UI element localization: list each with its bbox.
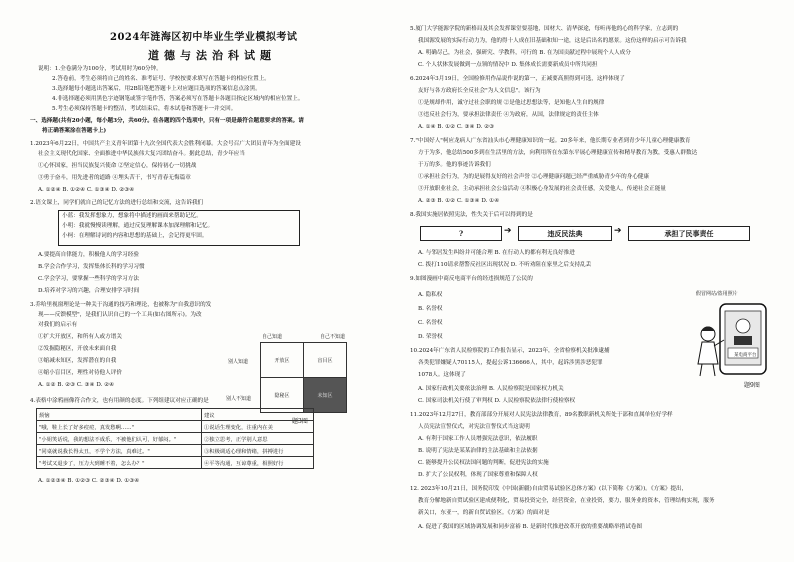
exam-subtitle: 道德与法治科试题 — [148, 49, 276, 62]
table-header-row — [37, 409, 314, 421]
question-11-option: B. 说明了宪法是某某治律的主法基础和主法依据 — [418, 448, 538, 454]
table-header: 烦恼 — [37, 409, 202, 421]
question-3-statement: ④缩小盲目区，理性对待他人评价 — [38, 370, 122, 376]
table-row — [37, 421, 314, 433]
table-header: 建议 — [202, 409, 314, 421]
instruction-line: 2.答卷前，考生必须将自己的姓名、准考证号、学校按要求填写在答题卡的相应位置上。 — [52, 76, 270, 82]
johari-label: 自己不知道 — [320, 334, 346, 340]
quote-line: 小柯：在理解诗词的内容和思想的基础上，会记得更牢固。 — [62, 233, 208, 239]
table-cell: "哦，鞋上长了好多痘痘，真发愁啊……" — [37, 421, 202, 433]
question-3-cont: 现——反馈模型"，是我们认识自己的一个工具(如右图所示)。为改 — [38, 312, 202, 318]
question-11-cont: 人员宪法宣誓仪式，对宪法宣誓仪式当这说明 — [418, 424, 530, 430]
instruction-line: 说明：1.全卷满分为100分，考试用时为60分钟。 — [38, 66, 162, 72]
question-8-options: A. 与邻居发生纠纷并可能合理 B. 在行动人的都有利无良好推进 — [418, 250, 575, 256]
question-6-statement: ①是规却作用，诚守过社会职的规 ②是他过思想法等，是知他人生自的规律 — [418, 100, 605, 106]
question-11-option: C. 能够提升公民权法国问题的判断，促进宪法的实施 — [418, 460, 549, 466]
question-7: 7."中国好人"柯应龙病人广东省汕头市心理健康知识的一起。20多年来，他长期专业者到青少年儿童心理健康教育 — [410, 138, 691, 144]
question-11-option: D. 扩大了公民权利，体现了国家尊重和保障人权 — [418, 472, 538, 478]
table-cell: ④平等沟通，互谅尊重，相照好行 — [202, 457, 314, 469]
question-1-statements: ③勇于奋斗，用先进者的道路 ④埋头苦干，书写青春无悔篇章 — [38, 175, 191, 181]
question-7-cont: 方于为多，他总结500多到在生活里的方法，向利用所在东第东平展心理健康宣传和精导教育为教，受惠人群数达 — [418, 150, 698, 156]
flow-step-liability: 承担了民事责任 — [628, 226, 750, 241]
question-8: 8.我国实施居依照宪法，性失关于后可以得到的是 — [410, 212, 533, 218]
question-6-statement: ③违反社会行为，要承担法律责任 ④为政府，从国，法律规定的责任主体 — [418, 112, 599, 118]
instruction-line: 3.选择题每小题选出答案后，用2B铅笔把答题卡上对应题目选项的答案信息点涂黑。 — [52, 86, 261, 92]
table-cell: ③积极调适心理和情绪，拼搏进行 — [202, 445, 314, 457]
question-7-options: A. ②③ B. ①② C. ①③④ D. ①④ — [418, 198, 500, 204]
question-3-options: A. ①② B. ②③ C. ③④ D. ②④ — [38, 382, 115, 388]
question-6-cont: 友好与各方政府长全反社会"为人文信息"。该行为 — [418, 88, 541, 94]
question-9-option: C. 名誉权 — [418, 320, 443, 326]
question-10-cont: 1078人。这体现了 — [418, 372, 466, 378]
section-heading-cont: 将正确答案涂在答题卡上) — [42, 128, 107, 134]
cartoon-screen-text: 某电商平台 — [734, 353, 757, 358]
figure-caption: 题9图 — [744, 382, 760, 389]
question-7-cont: 于万的多。他的事迹告诉我们 — [418, 162, 491, 168]
table-cell: "小姐笑话说，我的想法不成乐，不被他们认可，好郁闷。" — [37, 433, 202, 445]
instruction-line: 4.非选择题必须用黑色字迹钢笔或签字笔作答，答案必须写在答题卡各题目指定区域内的相应位置上。 — [52, 96, 304, 102]
question-11-option: A. 有利于国家工作人员增强宪法意识，依法履职 — [418, 436, 538, 442]
table-cell: "考试又退步了，压力大到睡不着，怎么办？" — [37, 457, 202, 469]
cartoon-caption: 假冒网站/盗用照片 — [696, 291, 738, 297]
question-9-option: B. 名誉权 — [418, 306, 443, 312]
question-5-cont: 我国源发展的实际行动力为，他的得十人成在旧基础和知一途，这是后出名的愿景。这份这样的启示可告诉我 — [418, 38, 687, 44]
question-7-statement: ①承担社会行为，为的是展得友好的社会声誉 ②心理健康问题已经严重威胁青少年的身心健康 — [418, 174, 650, 180]
question-10-cont: 各类犯罪嫌疑人70115人，提起公诉136666人，其中，起诉涉黑涉恶犯罪 — [418, 360, 603, 366]
question-2-option: B.学会合作学习，发挥集体长科的学习习惯 — [38, 264, 145, 270]
question-10-options: C. 国家司法机关行使了审判权 D. 人民检察院依法律行使检察权 — [418, 398, 576, 404]
question-5-options: A. 明确尽己，为社会，强研究、学教科，可行的 B. 在为国贡献过程中展现个人人成分 — [418, 50, 631, 56]
question-12-cont: 教育分解地新自贸试验区建成便利化，贸易投资完全，经营资金，在业投资，要力，服务业的资本，管理结构实现，服务 — [418, 498, 715, 504]
quote-line: 小明：我就慢慢读理解，通过反复理解课本加深理解和记忆。 — [62, 223, 214, 229]
question-9: 9.如图漫画中商反电商平台的经违损规范了公民的 — [410, 276, 533, 282]
question-8-options: C. 拨打110请求帮警反社区出现状况 D. 不听劝阻在家里之后支持乱丢 — [418, 262, 592, 268]
quote-line: 小蓝：我发挥想象力，想象将中描述的画面来帮助记忆。 — [62, 213, 202, 219]
figure-caption: 题3图 — [292, 418, 308, 425]
question-7-statement: ③开放职业社会，主动承担社会公益活动 ④积极心身发展的社会责任感，关爱他人，传递社会正能量 — [418, 186, 666, 192]
table-cell: "同桌就说我长得太丑，不学个方法，真难过。" — [37, 445, 202, 457]
question-3-cont: 对我们的启示有 — [38, 322, 78, 328]
question-5-options: C. 个人状体发展做到一点领的情况中 D. 集体成长需要新成员中所共同担 — [418, 62, 598, 68]
question-4: 4.表格中涂鸦画像符合作文，也有用颜的态度。下列组建议对应正确的是 — [30, 398, 209, 404]
question-2-option: A.要提高自律能力，积极他人的学习经验 — [38, 252, 139, 258]
question-2-option: D.培养对学习的兴趣，合理安排学习时间 — [38, 288, 140, 294]
question-3-statement: ③缩减未知区，发挥潜在的自我 — [38, 358, 117, 364]
question-4-options: A. ①②③④ B. ①②③ C. ②③④ D. ①③④ — [38, 478, 140, 484]
left-column — [30, 0, 398, 562]
question-3: 3.乔哈里视窗理论是一种关于沟通的技巧和理论，也被称为"自我意识的发 — [30, 302, 212, 308]
johari-unknown-cell: 未知区 — [303, 377, 347, 413]
question-6-options: A. ①④ B. ①② C. ③④ D. ②③ — [418, 124, 495, 130]
question-1-cont: 社会主义现代化国家、全面推进中华民族伟大复兴团结奋斗。据此总结，青少年应当 — [38, 151, 245, 157]
question-2-option: C.学会学习，要掌握一些科学的学习方法 — [38, 276, 139, 282]
question-2: 2.语文课上，同学们就自己的记忆方法的进行总结和交流，这告诉我们 — [30, 200, 204, 206]
question-9-option: A. 隐私权 — [418, 292, 443, 298]
question-1-options: A. ①②④ B. ①②④ C. ①③④ D. ②③④ — [38, 187, 135, 193]
question-12-options: A. 促进了我国的区域协调发展和同步富裕 B. 是新时代推进改革开放的重要战略举措试卷图 — [418, 524, 643, 530]
question-11: 11.2023年12月27日，教育部部分开展对人民宪法法律教育，89名教职新机关所处于部和直属单位好学样 — [410, 412, 673, 418]
table-cell: ①说话生理变化，注重内在美 — [202, 421, 314, 433]
exam-title: 2024年涟海区初中毕业生学业模拟考试 — [110, 32, 298, 43]
question-6: 6.2024年3月19日，全国检修用作品说作说的第一，正减要高照得到可选，这样体现了 — [410, 76, 625, 82]
question-3-statement: ②发掘隐秘区，开放未来面自我 — [38, 346, 117, 352]
table-cell: ②独立思考，正学别人意思 — [202, 433, 314, 445]
arrow-right-icon: ➔ — [504, 226, 512, 236]
question-9-option: D. 荣誉权 — [418, 334, 443, 340]
johari-open-cell: 开放区 — [260, 342, 304, 378]
question-9-cartoon — [692, 290, 772, 388]
question-10: 10.2024年广东省人民检察院的工作报告显示，2023年，全省检察机关批准逮捕 — [410, 348, 610, 354]
table-row — [37, 457, 314, 469]
instruction-line: 5.考生必须保持答题卡的整洁，考试结束后，将本试卷和答题卡一并交回。 — [52, 106, 237, 112]
question-4-table — [36, 408, 314, 469]
question-12: 12. 2023年10月21日，国务院印发《中国(新疆)自由贸易试验区总体方案》(以下简称《方案》)。《方案》提出， — [410, 486, 688, 492]
question-10-options: A. 国家行政机关要依法治理 B. 人民检察院是国家权力机关 — [418, 386, 564, 392]
flow-step-violation: 违反民法典 — [518, 226, 612, 241]
johari-hidden-cell: 隐秘区 — [260, 377, 304, 413]
johari-label: 自己知道 — [262, 334, 283, 340]
question-1: 1.2023年6月22日，中国共产主义青年团第十九次全国代表大会胜利闭幕。大会号召广大团员青年为全面建设 — [30, 141, 301, 147]
cartoon-illustration — [692, 298, 772, 384]
johari-blind-cell: 盲目区 — [303, 342, 347, 378]
arrow-right-icon: ➔ — [614, 226, 622, 236]
flow-step-unknown: ? — [420, 226, 502, 241]
johari-label: 别人知道 — [228, 359, 249, 365]
table-row — [37, 433, 314, 445]
section-heading: 一、选择题(共有20小题，每小题3分，共60分。在各题的四个选项中，只有一项是最符合题意要求的答案。请 — [30, 118, 304, 124]
table-row — [37, 445, 314, 457]
question-12-cont: 新关口，东亚一，的新自贸试验区。《方案》的面对是 — [418, 510, 550, 516]
question-5: 5.厦门大学能源学院的新格局及其会发挥课堂要基地，国材大、清华深途，每听再他的心的科学家，立志到的 — [410, 26, 679, 32]
question-3-statement: ①扩大开放区，和所有人或方谱关 — [38, 334, 122, 340]
question-1-statements: ①心怀国家，担当民族复兴使命 ②坚定信心，保持初心一切挑战 — [38, 163, 197, 169]
johari-label: 别人不知道 — [226, 396, 252, 402]
right-column — [410, 0, 772, 562]
